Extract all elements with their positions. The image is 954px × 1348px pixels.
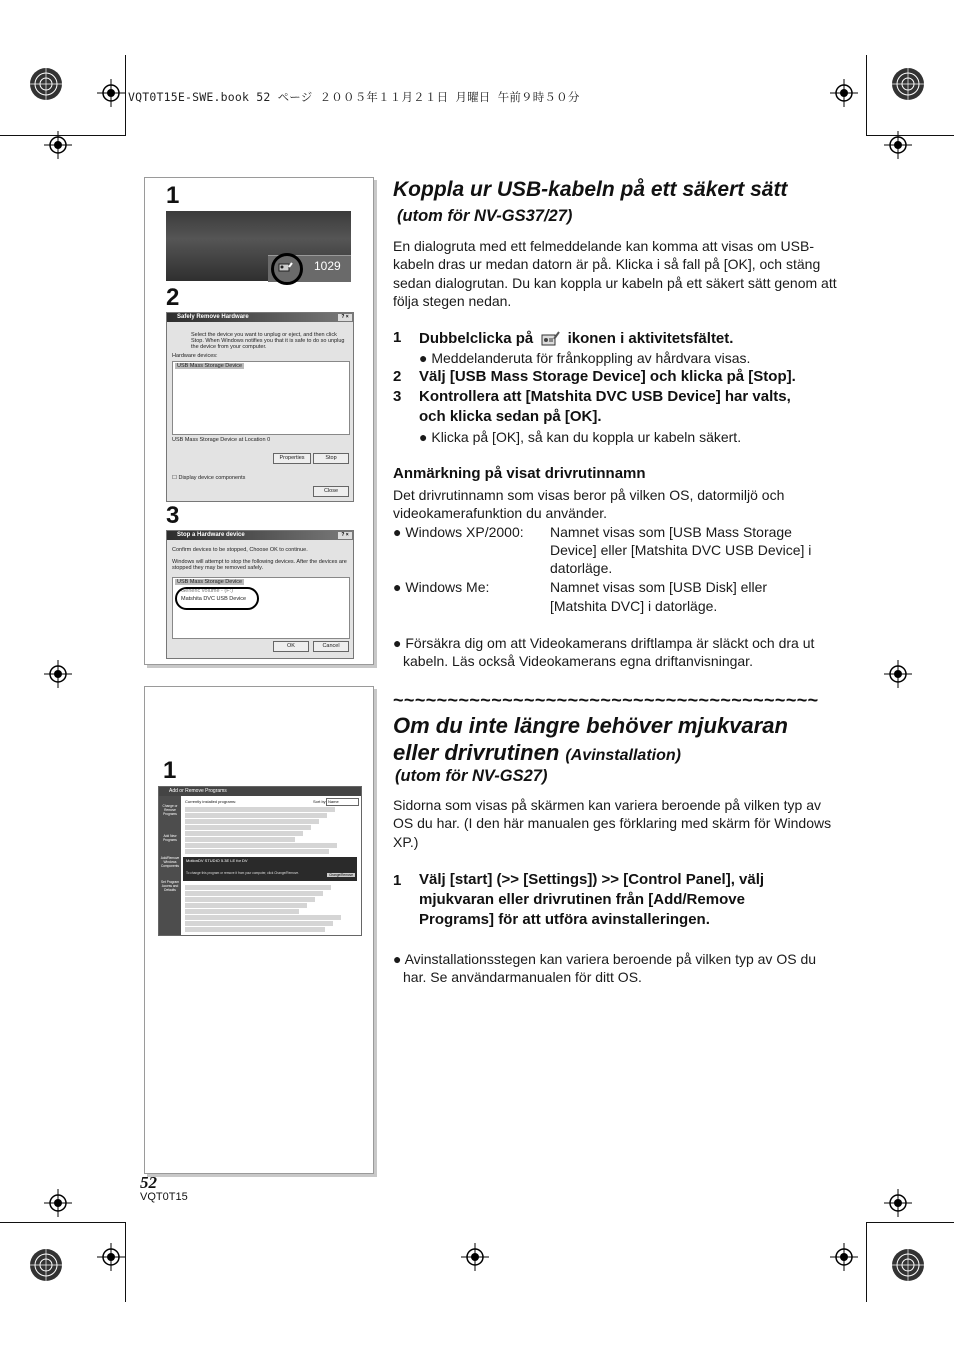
uninstall-step-line2: mjukvaran eller drivrutinen från [Add/Remove bbox=[419, 891, 745, 908]
crosshair-mark-icon bbox=[97, 1243, 125, 1271]
dialog-close-icon[interactable]: ? × bbox=[338, 532, 352, 539]
program-list-row[interactable] bbox=[185, 915, 341, 920]
safely-remove-hardware-dialog bbox=[166, 312, 354, 502]
os-desc-xp-line3: datorläge. bbox=[550, 560, 613, 576]
window-title: Add or Remove Programs bbox=[159, 787, 361, 796]
program-list-row[interactable] bbox=[185, 837, 295, 842]
step-number: 3 bbox=[393, 388, 402, 405]
list-item[interactable]: USB Mass Storage Device bbox=[177, 363, 243, 369]
crop-line bbox=[0, 135, 126, 136]
panel-step-1: 1 bbox=[166, 182, 180, 209]
crop-line bbox=[125, 1222, 126, 1302]
dialog-title: Stop a Hardware device bbox=[177, 532, 245, 538]
program-list-row[interactable] bbox=[185, 849, 329, 854]
print-header: VQT0T15E-SWE.book 52 ページ ２００５年１１月２１日 月曜日 午前９時５０分 bbox=[128, 90, 580, 104]
program-list-row[interactable] bbox=[185, 921, 333, 926]
program-list-row[interactable] bbox=[185, 825, 311, 830]
sidebar-item-program-access[interactable]: Set Program Access and Defaults bbox=[161, 880, 179, 892]
program-list-row[interactable] bbox=[185, 819, 319, 824]
os-label-me: ● Windows Me: bbox=[393, 579, 490, 595]
registration-rosette-icon bbox=[29, 67, 63, 101]
change-remove-button[interactable]: Change/Remove bbox=[329, 873, 353, 877]
os-desc-xp-line1: Namnet visas som [USB Mass Storage bbox=[550, 524, 792, 540]
crosshair-mark-icon bbox=[461, 1243, 489, 1271]
hardware-devices-list[interactable] bbox=[172, 361, 350, 435]
dialog-instructions: Select the device you want to unplug or eject, and then click Stop. When Windows notifies you that it is safe to do so unplug the device from your computer. bbox=[191, 332, 345, 350]
crosshair-mark-icon bbox=[830, 1243, 858, 1271]
stop-note-text: Windows will attempt to stop the following devices. After the devices are stopped they may be removed safely. bbox=[172, 559, 347, 571]
installed-programs-header: Currently installed programs: bbox=[185, 799, 237, 804]
uninstall-step-line3: Programs] för att utföra avinstalleringen. bbox=[419, 911, 710, 928]
step-2-text: Välj [USB Mass Storage Device] och klicka på [Stop]. bbox=[419, 368, 796, 385]
crop-line bbox=[866, 1222, 867, 1302]
os-desc-me-line2: [Matshita DVC] i datorläge. bbox=[550, 598, 718, 614]
program-list-row[interactable] bbox=[185, 831, 303, 836]
step-1-note: ● Meddelanderuta för frånkoppling av hårdvara visas. bbox=[419, 350, 751, 366]
note-heading: Anmärkning på visat drivrutinnamn bbox=[393, 465, 646, 482]
program-list-row[interactable] bbox=[185, 909, 299, 914]
selected-program-row[interactable] bbox=[183, 857, 357, 881]
crop-line bbox=[0, 1222, 126, 1223]
program-list-row[interactable] bbox=[185, 897, 315, 902]
panel-step-1: 1 bbox=[163, 757, 177, 784]
ok-button[interactable]: OK bbox=[273, 641, 309, 652]
list-item[interactable]: Generic volume - (F:) bbox=[181, 588, 233, 594]
registration-rosette-icon bbox=[891, 1248, 925, 1282]
program-list-row[interactable] bbox=[185, 891, 323, 896]
display-components-checkbox[interactable]: ☐ Display device components bbox=[172, 475, 246, 481]
selected-program-hint: To change this program or remove it from your computer, click Change/Remove. bbox=[186, 871, 300, 875]
section-subtitle: (utom för NV-GS27) bbox=[395, 767, 548, 785]
step-number: 2 bbox=[393, 368, 402, 385]
final-note-line1: ● Försäkra dig om att Videokamerans driftlampa är släckt och dra ut bbox=[393, 635, 815, 651]
crop-line bbox=[866, 1222, 954, 1223]
tilde-separator: ~~~~~~~~~~~~~~~~~~~~~~~~~~~~~~~~~~~~~~~ bbox=[393, 690, 819, 710]
sidebar-item-windows-components[interactable]: Add/Remove Windows Components bbox=[160, 856, 180, 868]
add-remove-sidebar bbox=[159, 796, 181, 935]
section2-intro: Sidorna som visas på skärmen kan variera beroende på vilken typ av OS du har. (I den här manualen ges förklaring med skärm för Windows XP.) bbox=[393, 797, 832, 850]
step-1-text bbox=[419, 328, 733, 350]
list-item[interactable]: Matshita DVC USB Device bbox=[181, 596, 247, 602]
os-desc-xp-line2: Device] eller [Matshita DVC USB Device] i bbox=[550, 542, 812, 558]
section-title-suffix: (Avinstallation) bbox=[565, 747, 681, 764]
hardware-devices-label: Hardware devices: bbox=[172, 353, 218, 359]
uninstall-step-line1: Välj [start] (>> [Settings]) >> [Control Panel], välj bbox=[419, 871, 765, 888]
dialog-titlebar bbox=[167, 531, 353, 540]
safely-remove-hardware-icon bbox=[539, 328, 561, 350]
crop-line bbox=[125, 55, 126, 135]
registration-rosette-icon bbox=[891, 67, 925, 101]
dialog-titlebar bbox=[167, 313, 353, 322]
program-list-row[interactable] bbox=[185, 843, 337, 848]
section-subtitle: (utom för NV-GS37/27) bbox=[397, 207, 573, 225]
document-code: VQT0T15 bbox=[140, 1191, 188, 1203]
step-3-note: ● Klicka på [OK], så kan du koppla ur kabeln säkert. bbox=[419, 429, 742, 445]
crosshair-mark-icon bbox=[830, 79, 858, 107]
add-remove-programs-window bbox=[158, 786, 362, 936]
uninstall-note-line1: ● Avinstallationsstegen kan variera beroende på vilken typ av OS du bbox=[393, 951, 817, 967]
program-list-row[interactable] bbox=[185, 903, 307, 908]
step-1-text-after: ikonen i aktivitetsfältet. bbox=[567, 329, 734, 347]
sort-by-label: Sort by: bbox=[313, 799, 327, 804]
step-number: 1 bbox=[393, 329, 402, 346]
properties-button[interactable]: Properties bbox=[273, 453, 311, 464]
program-list-row[interactable] bbox=[185, 885, 331, 890]
os-desc-me-line1: Namnet visas som [USB Disk] eller bbox=[550, 579, 768, 595]
panel-step-2: 2 bbox=[166, 284, 180, 311]
step-1-text-before: Dubbelclicka på bbox=[419, 329, 534, 347]
cancel-button[interactable]: Cancel bbox=[313, 641, 349, 652]
step-3-text-line1: Kontrollera att [Matshita DVC USB Device] har valts, bbox=[419, 388, 791, 405]
panel-step-3: 3 bbox=[166, 502, 180, 529]
close-button[interactable]: Close bbox=[313, 486, 349, 497]
os-label-xp: ● Windows XP/2000: bbox=[393, 524, 524, 540]
crosshair-mark-icon bbox=[884, 1189, 912, 1217]
section-title: Koppla ur USB-kabeln på ett säkert sätt bbox=[393, 178, 788, 201]
crosshair-mark-icon bbox=[97, 79, 125, 107]
program-list-row[interactable] bbox=[185, 927, 325, 932]
crosshair-mark-icon bbox=[44, 660, 72, 688]
sort-by-select[interactable]: Name bbox=[326, 798, 359, 806]
page-number: 52 bbox=[140, 1173, 157, 1192]
section-title-line2: eller drivrutinen (Avinstallation) bbox=[393, 740, 681, 765]
note-paragraph: Det drivrutinnamn som visas beror på vilken OS, datormiljö och videokamerafunktion du använder. bbox=[393, 487, 785, 522]
final-note-line2: kabeln. Läs också Videokamerans egna driftanvisningar. bbox=[403, 653, 753, 669]
stop-button[interactable]: Stop bbox=[313, 453, 349, 464]
device-location-text: USB Mass Storage Device at Location 0 bbox=[172, 437, 271, 443]
list-item[interactable]: USB Mass Storage Device bbox=[177, 579, 243, 585]
step-3-text-line2: och klicka sedan på [OK]. bbox=[419, 408, 602, 425]
crop-line bbox=[866, 55, 867, 135]
section-title-line1: Om du inte längre behöver mjukvaran bbox=[393, 713, 788, 738]
tray-clock: 1029 bbox=[314, 259, 341, 273]
tray-icon-highlight-circle bbox=[271, 253, 303, 285]
uninstall-note-line2: har. Se användarmanualen för ditt OS. bbox=[403, 969, 642, 985]
crosshair-mark-icon bbox=[884, 660, 912, 688]
dialog-close-icon[interactable]: ? × bbox=[338, 314, 352, 321]
intro-paragraph: En dialogruta med ett felmeddelande kan komma att visas om USB-kabeln dras ur medan datorn är på. Klicka i så fall på [OK], och stäng sedan dialogrutan. Du kan koppla ur kabeln på ett säkert sätt genom att följa stegen nedan. bbox=[393, 238, 837, 309]
crop-line bbox=[866, 135, 954, 136]
confirm-text: Confirm devices to be stopped, Choose OK to continue. bbox=[172, 547, 308, 553]
dialog-title: Safely Remove Hardware bbox=[177, 314, 249, 320]
selected-program-name: MotionDV STUDIO 5.3E LE for DV bbox=[186, 858, 248, 863]
crosshair-mark-icon bbox=[44, 1189, 72, 1217]
sidebar-item-add-new[interactable]: Add New Programs bbox=[163, 834, 177, 842]
device-highlight-oval bbox=[175, 587, 259, 610]
program-list-row[interactable] bbox=[185, 807, 335, 812]
program-list-row[interactable] bbox=[185, 813, 327, 818]
registration-rosette-icon bbox=[29, 1248, 63, 1282]
sidebar-item-change-remove[interactable]: Change or Remove Programs bbox=[162, 804, 178, 816]
step-number: 1 bbox=[393, 872, 402, 889]
